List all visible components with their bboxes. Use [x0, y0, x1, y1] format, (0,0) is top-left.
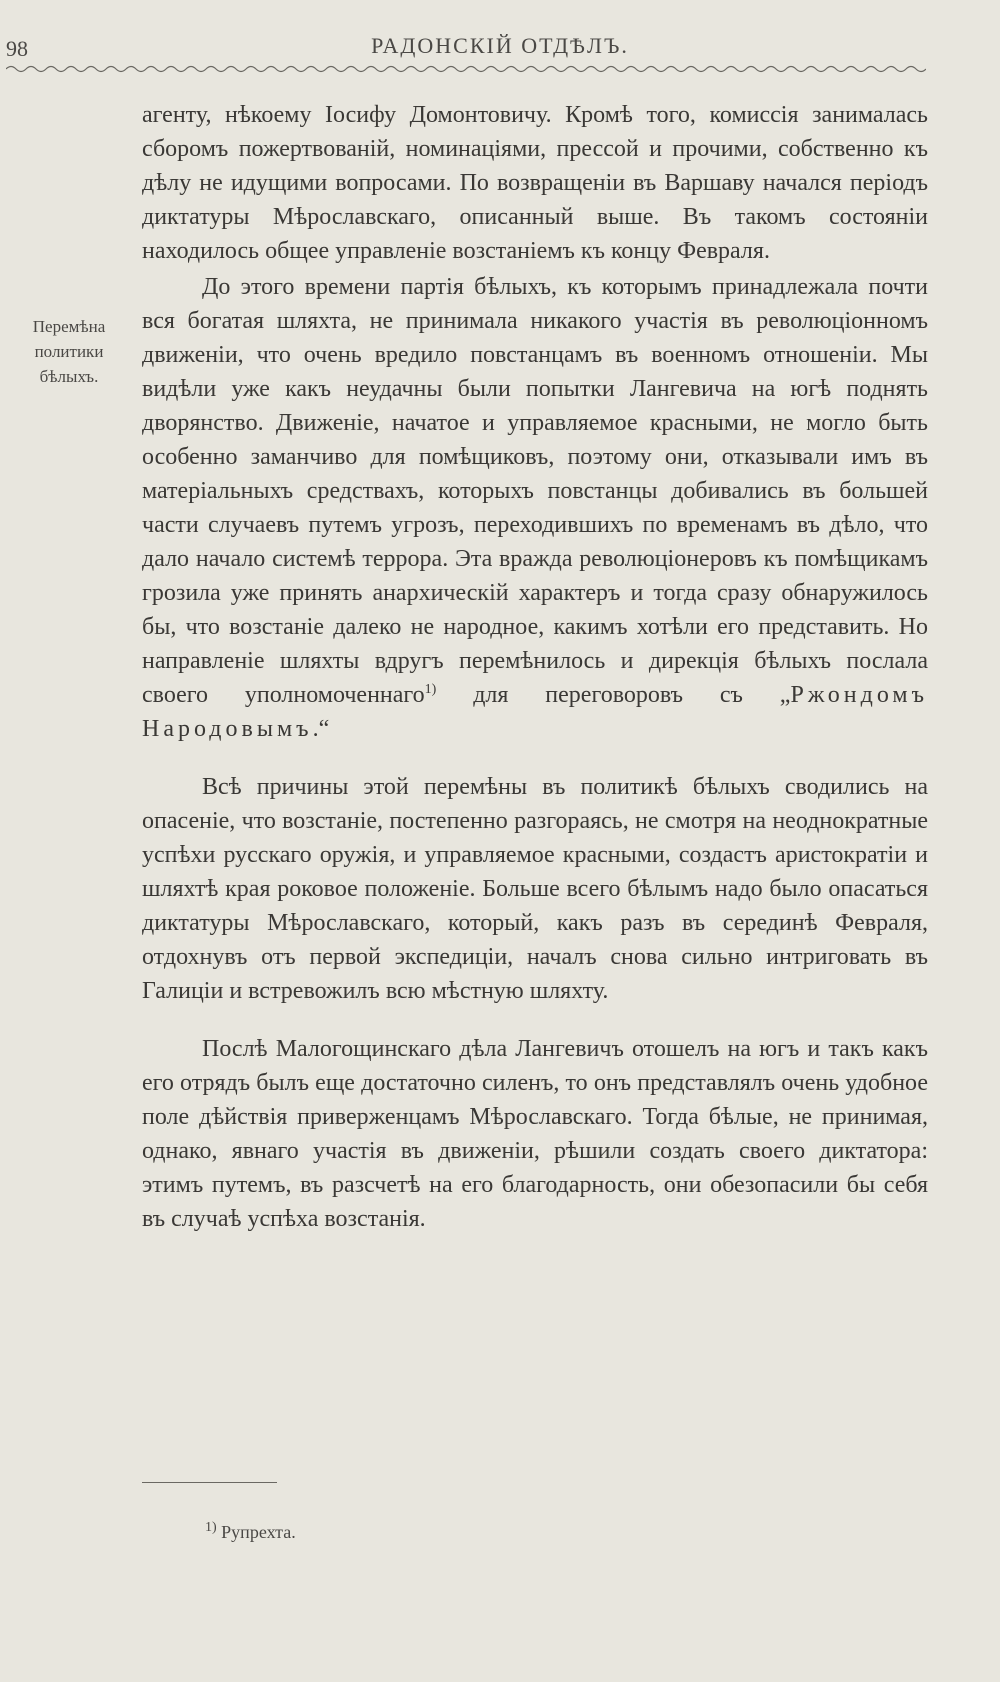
- paragraph-text: .“: [312, 716, 330, 742]
- footnote-reference: 1): [424, 682, 437, 697]
- footnote-divider: [142, 1482, 277, 1483]
- footnote-text: Рупрехта.: [216, 1522, 296, 1542]
- margin-note-line: политики: [34, 342, 104, 361]
- footnote-mark: 1): [205, 1520, 217, 1535]
- paragraph-white-party: [142, 270, 928, 746]
- paragraph-text: для переговоровъ съ „: [436, 682, 791, 708]
- paragraph-langiewicz: Послѣ Малогощинскаго дѣла Лангевичъ отошелъ на югъ и такъ какъ его отрядъ былъ еще достаточно силенъ, то онъ представлялъ очень удобное поле дѣйствія приверженцамъ Мѣрославскаго. Тогда бѣлые, не принимая, однако, явнаго участія въ движеніи, рѣшили создать своего диктатора: этимъ путемъ, въ разсчетѣ на его благодарность, они обезопасили бы себя въ случаѣ успѣха возстанія.: [142, 1036, 928, 1232]
- paragraph-text: До этого времени партія бѣлыхъ, къ которымъ принадлежала почти вся богатая шляхта, не принимала никакого участія въ революціонномъ движеніи, что очень вредило повстанцамъ въ военномъ отношеніи. Мы видѣли уже какъ неудачны были попытки Лангевича на югѣ поднять дворянство. Движеніе, начатое и управляемое красными, не могло быть особенно заманчиво для помѣщиковъ, поэтому они, отказывали имъ въ матеріальныхъ средствахъ, которыхъ повстанцы добивались въ большей части случаевъ путемъ угрозъ, переходившихъ по временамъ въ дѣло, что дало начало системѣ террора. Эта вражда революціонеровъ къ помѣщикамъ грозила уже принять анархическій характеръ и тогда сразу обнаружилось бы, что возстаніе далеко не народное, какимъ хотѣли его представить. Но направленіе шляхты вдругъ перемѣнилось и дирекція бѣлыхъ послала своего уполномоченнаго: [142, 274, 928, 708]
- margin-note: [10, 314, 128, 389]
- body-text: [142, 98, 928, 1236]
- footnote: [205, 1522, 296, 1543]
- spaced-emphasis: Ржондомъ Народовымъ: [142, 682, 928, 742]
- paragraph-reasons: Всѣ причины этой перемѣны въ политикѣ бѣлыхъ сводились на опасеніе, что возстаніе, постепенно разгораясь, не смотря на неоднократные успѣхи русскаго оружія, и управляемое красными, создастъ аристократіи и шляхтѣ края роковое положеніе. Больше всего бѣлымъ надо было опасаться диктатуры Мѣрославскаго, который, какъ разъ въ серединѣ Февраля, отдохнувъ отъ первой экспедиціи, началъ снова сильно интриговать въ Галиціи и встревожилъ всю мѣстную шляхту.: [142, 774, 928, 1004]
- page-number: 98: [6, 36, 28, 61]
- running-title: РАДОНСКІЙ ОТДѢЛЪ.: [371, 33, 629, 58]
- margin-note-line: бѣлыхъ.: [39, 367, 99, 386]
- header-wavy-rule: [6, 62, 926, 76]
- paragraph-continued: агенту, нѣкоему Іосифу Домонтовичу. Кромѣ того, комиссія занималась сборомъ пожертвованій, номинаціями, прессой и прочими, собственно къ дѣлу не идущими вопросами. По возвращеніи въ Варшаву начался періодъ диктатуры Мѣрославскаго, описанный выше. Въ такомъ состояніи находилось общее управленіе возстаніемъ къ концу Февраля.: [142, 102, 928, 264]
- margin-note-line: Перемѣна: [32, 317, 106, 336]
